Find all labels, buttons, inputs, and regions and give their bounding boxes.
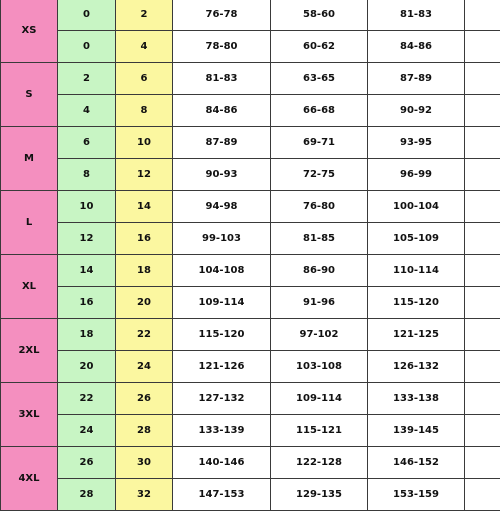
size-label-cell: M [1,127,58,191]
measurement-cell-1: 84-86 [173,95,271,127]
table-row [1,159,500,191]
measurement-cell-1: 127-132 [173,383,271,415]
size-number-cell-a: 0 [58,0,116,31]
table-row [1,63,500,95]
measurement-cell-3: 90-92 [368,95,465,127]
size-number-cell-b: 28 [116,415,173,447]
measurement-cell-3: 87-89 [368,63,465,95]
empty-edge-cell [465,415,500,447]
empty-edge-cell [465,255,500,287]
measurement-cell-1: 121-126 [173,351,271,383]
measurement-cell-3: 121-125 [368,319,465,351]
size-label-cell: XS [1,0,58,63]
measurement-cell-2: 109-114 [271,383,368,415]
size-number-cell-b: 18 [116,255,173,287]
size-chart-body [1,0,500,511]
measurement-cell-1: 90-93 [173,159,271,191]
measurement-cell-3: 93-95 [368,127,465,159]
size-number-cell-a: 26 [58,447,116,479]
size-number-cell-b: 6 [116,63,173,95]
measurement-cell-1: 104-108 [173,255,271,287]
empty-edge-cell [465,319,500,351]
table-row [1,255,500,287]
size-number-cell-a: 8 [58,159,116,191]
size-number-cell-a: 18 [58,319,116,351]
measurement-cell-2: 103-108 [271,351,368,383]
size-number-cell-b: 4 [116,31,173,63]
size-label-cell: S [1,63,58,127]
measurement-cell-1: 81-83 [173,63,271,95]
size-label-cell: 3XL [1,383,58,447]
measurement-cell-1: 87-89 [173,127,271,159]
size-label-cell: XL [1,255,58,319]
measurement-cell-3: 110-114 [368,255,465,287]
size-label-cell: L [1,191,58,255]
size-number-cell-b: 16 [116,223,173,255]
table-row [1,0,500,31]
size-number-cell-a: 6 [58,127,116,159]
measurement-cell-1: 78-80 [173,31,271,63]
size-number-cell-b: 2 [116,0,173,31]
size-number-cell-b: 10 [116,127,173,159]
measurement-cell-3: 146-152 [368,447,465,479]
table-row [1,191,500,223]
empty-edge-cell [465,127,500,159]
measurement-cell-1: 76-78 [173,0,271,31]
size-number-cell-b: 20 [116,287,173,319]
size-number-cell-a: 24 [58,415,116,447]
size-number-cell-b: 26 [116,383,173,415]
measurement-cell-1: 115-120 [173,319,271,351]
size-number-cell-b: 14 [116,191,173,223]
empty-edge-cell [465,223,500,255]
size-number-cell-a: 14 [58,255,116,287]
size-number-cell-a: 0 [58,31,116,63]
measurement-cell-3: 115-120 [368,287,465,319]
empty-edge-cell [465,447,500,479]
size-number-cell-b: 22 [116,319,173,351]
measurement-cell-2: 76-80 [271,191,368,223]
table-row [1,287,500,319]
table-row [1,223,500,255]
table-row [1,31,500,63]
size-number-cell-a: 28 [58,479,116,511]
size-label-cell: 4XL [1,447,58,511]
measurement-cell-3: 153-159 [368,479,465,511]
measurement-cell-2: 91-96 [271,287,368,319]
empty-edge-cell [465,159,500,191]
measurement-cell-2: 72-75 [271,159,368,191]
empty-edge-cell [465,479,500,511]
size-number-cell-b: 30 [116,447,173,479]
table-row [1,479,500,511]
size-number-cell-b: 12 [116,159,173,191]
empty-edge-cell [465,191,500,223]
table-row [1,351,500,383]
measurement-cell-3: 96-99 [368,159,465,191]
table-row [1,127,500,159]
measurement-cell-2: 122-128 [271,447,368,479]
size-number-cell-b: 24 [116,351,173,383]
measurement-cell-1: 147-153 [173,479,271,511]
size-number-cell-a: 2 [58,63,116,95]
empty-edge-cell [465,0,500,31]
empty-edge-cell [465,351,500,383]
measurement-cell-1: 140-146 [173,447,271,479]
measurement-cell-2: 66-68 [271,95,368,127]
measurement-cell-3: 139-145 [368,415,465,447]
measurement-cell-2: 81-85 [271,223,368,255]
measurement-cell-3: 100-104 [368,191,465,223]
table-row [1,383,500,415]
measurement-cell-2: 69-71 [271,127,368,159]
measurement-cell-3: 133-138 [368,383,465,415]
size-number-cell-a: 20 [58,351,116,383]
empty-edge-cell [465,287,500,319]
measurement-cell-2: 129-135 [271,479,368,511]
measurement-cell-3: 105-109 [368,223,465,255]
size-number-cell-b: 8 [116,95,173,127]
measurement-cell-1: 94-98 [173,191,271,223]
measurement-cell-3: 126-132 [368,351,465,383]
empty-edge-cell [465,31,500,63]
measurement-cell-2: 63-65 [271,63,368,95]
measurement-cell-2: 60-62 [271,31,368,63]
measurement-cell-1: 133-139 [173,415,271,447]
table-row [1,95,500,127]
size-number-cell-a: 12 [58,223,116,255]
size-number-cell-a: 4 [58,95,116,127]
measurement-cell-1: 99-103 [173,223,271,255]
table-row [1,447,500,479]
table-row [1,415,500,447]
empty-edge-cell [465,63,500,95]
measurement-cell-2: 115-121 [271,415,368,447]
measurement-cell-3: 81-83 [368,0,465,31]
size-number-cell-b: 32 [116,479,173,511]
size-number-cell-a: 10 [58,191,116,223]
measurement-cell-2: 86-90 [271,255,368,287]
size-number-cell-a: 22 [58,383,116,415]
measurement-cell-3: 84-86 [368,31,465,63]
table-row [1,319,500,351]
size-label-cell: 2XL [1,319,58,383]
size-number-cell-a: 16 [58,287,116,319]
measurement-cell-2: 97-102 [271,319,368,351]
empty-edge-cell [465,383,500,415]
empty-edge-cell [465,95,500,127]
measurement-cell-2: 58-60 [271,0,368,31]
measurement-cell-1: 109-114 [173,287,271,319]
